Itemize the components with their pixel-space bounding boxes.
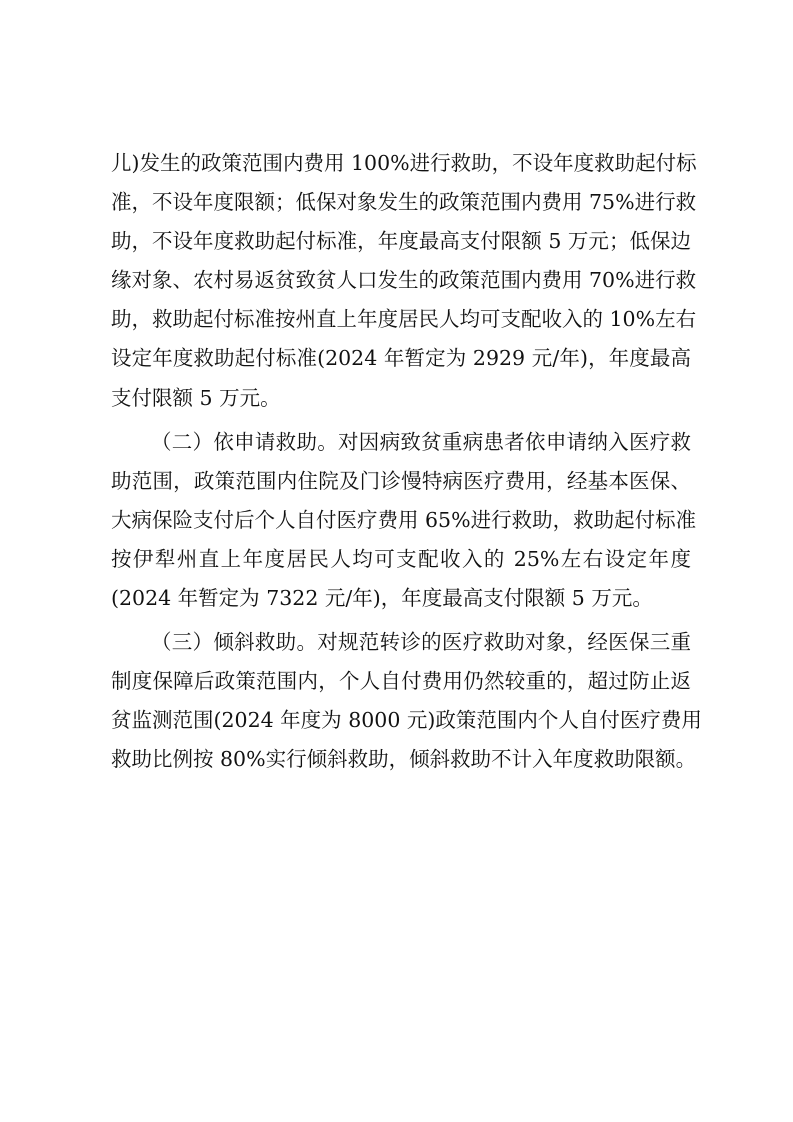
paragraph-line: 贫监测范围(2024 年度为 8000 元)政策范围内个人自付医疗费用 (111, 708, 702, 732)
paragraph-line: 设定年度救助起付标准(2024 年暂定为 2929 元/年)，年度最高 (111, 346, 691, 370)
paragraph-line: 制度保障后政策范围内，个人自付费用仍然较重的，超过防止返 (111, 669, 691, 693)
paragraph-line: 准，不设年度限额；低保对象发生的政策范围内费用 75%进行救 (111, 190, 697, 214)
paragraph-line: 缘对象、农村易返贫致贫人口发生的政策范围内费用 70%进行救 (111, 268, 697, 292)
paragraph-line: 救助比例按 80%实行倾斜救助，倾斜救助不计入年度救助限额。 (111, 747, 697, 771)
paragraph-line: 按伊犁州直上年度居民人均可支配收入的 25%左右设定年度 (111, 547, 691, 571)
paragraph-line: 支付限额 5 万元。 (111, 386, 281, 410)
paragraph-line: 儿)发生的政策范围内费用 100%进行救助，不设年度救助起付标 (111, 151, 697, 175)
paragraph-line: 助，不设年度救助起付标准，年度最高支付限额 5 万元；低保边 (111, 229, 691, 253)
paragraph-line: 助，救助起付标准按州直上年度居民人均可支配收入的 10%左右 (111, 307, 697, 331)
section-heading-line: （二）依申请救助。对因病致贫重病患者依申请纳入医疗救 (151, 430, 691, 454)
paragraph-line: 大病保险支付后个人自付医疗费用 65%进行救助，救助起付标准 (111, 508, 697, 532)
paragraph-line: 助范围，政策范围内住院及门诊慢特病医疗费用，经基本医保、 (111, 469, 691, 493)
paragraph-line: (2024 年暂定为 7322 元/年)，年度最高支付限额 5 万元。 (111, 586, 653, 610)
section-heading-line: （三）倾斜救助。对规范转诊的医疗救助对象，经医保三重 (151, 630, 691, 654)
